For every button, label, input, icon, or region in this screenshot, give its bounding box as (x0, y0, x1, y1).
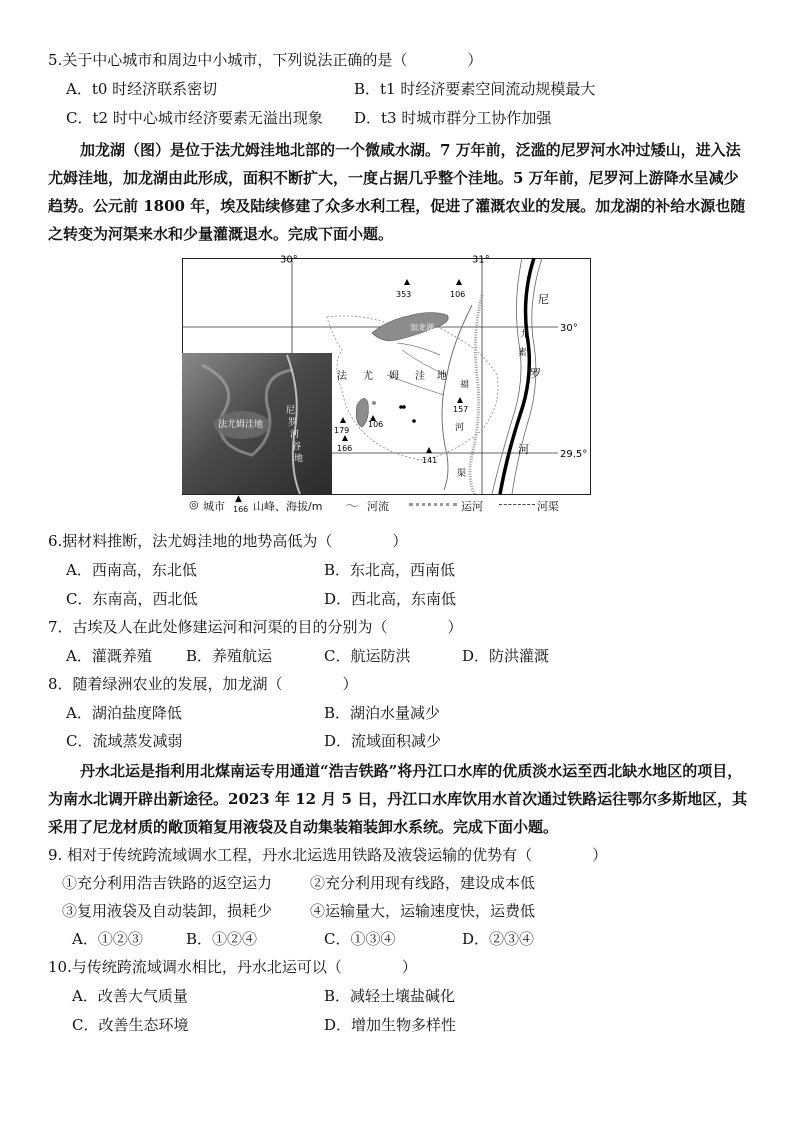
city-dot (402, 405, 406, 409)
q9-option-a[interactable]: A．①②③ (72, 930, 143, 948)
q7-option-a[interactable]: A．灌溉养殖 (66, 647, 152, 665)
nile-char-su: 素 (518, 348, 528, 358)
legend-city: 城市 (203, 500, 225, 513)
legend-river-icon: 〜 (345, 499, 359, 515)
svg-text:179: 179 (334, 426, 350, 435)
canal-char-2: 河 (455, 423, 465, 433)
lake-label: 加龙湖 (410, 323, 434, 332)
q7-option-c[interactable]: C．航运防洪 (324, 647, 411, 665)
q10-stem: 10.与传统跨流域调水相比，丹水北运可以（ ） (48, 958, 417, 976)
q9-option-c[interactable]: C．①③④ (324, 930, 396, 948)
nile-char-1: 尼 (538, 293, 549, 306)
q7-option-b[interactable]: B．养殖航运 (186, 647, 273, 665)
inset-faiyum-label: 法尤姆洼地 (218, 420, 264, 430)
q8-option-d[interactable]: D．流域面积减少 (324, 732, 442, 750)
basin-char-4: 洼 (415, 371, 425, 382)
legend-river: 河流 (367, 500, 389, 513)
label-lat-30: 30° (560, 323, 578, 334)
q9-option-b[interactable]: B．①②④ (186, 930, 258, 948)
q6-option-c[interactable]: C．东南高，西北低 (66, 590, 198, 608)
nile-char-2: 罗 (530, 367, 541, 380)
map-legend (185, 494, 585, 516)
nile-char-3: 河 (518, 443, 529, 456)
inset-river-char-2: 罗 (288, 418, 298, 428)
inset-river-char-4: 谷 (292, 442, 302, 452)
label-lat-29-5: 29.5° (560, 449, 588, 460)
basin-char-1: 法 (337, 371, 347, 382)
q9-stem: 9. 相对于传统跨流域调水工程，丹水北运选用铁路及液袋运输的优势有（ ） (48, 846, 608, 864)
q9-statement-2: ②充分利用现有线路，建设成本低 (310, 874, 536, 892)
label-lon-31: 31° (472, 255, 490, 266)
q9-statement-3: ③复用液袋及自动装卸，损耗少 (62, 902, 273, 920)
q8-option-c[interactable]: C．流域蒸发减弱 (66, 732, 183, 750)
q7-option-d[interactable]: D．防洪灌溉 (462, 647, 550, 665)
q5-option-c[interactable]: C．t2 时中心城市经济要素无溢出现象 (66, 109, 323, 127)
map-svg (182, 255, 592, 517)
q5-option-b[interactable]: B．t1 时经济要素空间流动规模最大 (354, 80, 596, 98)
label-lon-30: 30° (280, 255, 298, 266)
q10-option-a[interactable]: A．改善大气质量 (72, 987, 188, 1005)
svg-text:166: 166 (337, 444, 353, 453)
inset-river-char-5: 地 (294, 454, 304, 464)
legend-channel: 河渠 (537, 500, 559, 513)
q6-option-b[interactable]: B．东北高，西南低 (324, 561, 456, 579)
q8-stem: 8．随着绿洲农业的发展，加龙湖（ ） (48, 675, 358, 693)
nile-char-you: 尤 (520, 330, 530, 340)
svg-text:353: 353 (396, 290, 412, 299)
city-dot (412, 419, 416, 423)
q8-option-b[interactable]: B．湖泊水量减少 (324, 704, 441, 722)
legend-canal-icon (409, 503, 457, 510)
passage-galun-lake: 加龙湖（图）是位于法尤姆洼地北部的一个微咸水湖。7 万年前，泛滥的尼罗河水冲过矮山，进入法尤姆洼地，加龙湖由此形成，面积不断扩大，一度占据几乎整个洼地。5 万年前，尼罗河上游降水呈减少趋势。公元前 1800 年，埃及陆续修建了众多水利工程，促进了灌溉农业的发展。加龙湖的补给水源也随之转变为河渠来水和少量灌溉退水。完成下面小题。 (48, 141, 746, 243)
basin-char-2: 尤 (363, 371, 373, 382)
canal-char-1: 福 (460, 380, 470, 390)
legend-channel-icon (499, 504, 535, 506)
q6-option-a[interactable]: A．西南高，东北低 (66, 561, 197, 579)
q6-option-d[interactable]: D．西北高，东南低 (324, 590, 457, 608)
legend-peak: 山峰、海拔/m (253, 500, 323, 513)
basin-char-3: 姆 (389, 371, 399, 382)
q5-option-a[interactable]: A．t0 时经济联系密切 (66, 80, 218, 98)
inset-river-char-1: 尼 (286, 406, 296, 416)
svg-text:141: 141 (422, 456, 438, 465)
q6-stem: 6.据材料推断，法尤姆洼地的地势高低为（ ） (48, 532, 408, 550)
q9-statement-1: ①充分利用浩吉铁路的返空运力 (62, 874, 273, 892)
q10-option-d[interactable]: D．增加生物多样性 (324, 1016, 457, 1034)
legend-canal: 运河 (461, 500, 483, 513)
legend-city-icon: ◎ (189, 498, 199, 511)
q5-stem: 5.关于中心城市和周边中小城市，下列说法正确的是（ ） (48, 51, 483, 69)
svg-text:106: 106 (450, 290, 466, 299)
q10-option-c[interactable]: C．改善生态环境 (72, 1016, 189, 1034)
q5-option-d[interactable]: D．t3 时城市群分工协作加强 (354, 109, 552, 127)
passage-danshui: 丹水北运是指利用北煤南运专用通道“浩吉铁路”将丹江口水库的优质淡水运至西北缺水地区的项目，为南水北调开辟出新途径。2023 年 12 月 5 日，丹江口水库饮用水首次通过铁路运往鄂尔多斯地区，其采用了尼龙材质的敞顶箱复用液袋及自动集装箱装卸水系统。完成下面小题。 (48, 762, 748, 836)
q9-statement-4: ④运输量大，运输速度快，运费低 (310, 902, 536, 920)
legend-peak-number: 166 (233, 505, 249, 514)
q9-option-d[interactable]: D．②③④ (462, 930, 535, 948)
inset-river-char-3: 河 (290, 430, 300, 440)
q7-stem: 7．古埃及人在此处修建运河和河渠的目的分别为（ ） (48, 618, 463, 636)
svg-text:106: 106 (368, 420, 384, 429)
qu-char: 渠 (457, 469, 467, 479)
q10-option-b[interactable]: B．减轻土壤盐碱化 (324, 987, 456, 1005)
q8-option-a[interactable]: A．湖泊盐度降低 (66, 704, 182, 722)
basin-char-5: 地 (437, 371, 447, 382)
legend-peak-icon: ▲ (235, 494, 242, 504)
faiyum-map (182, 255, 592, 517)
svg-text:157: 157 (453, 405, 469, 414)
